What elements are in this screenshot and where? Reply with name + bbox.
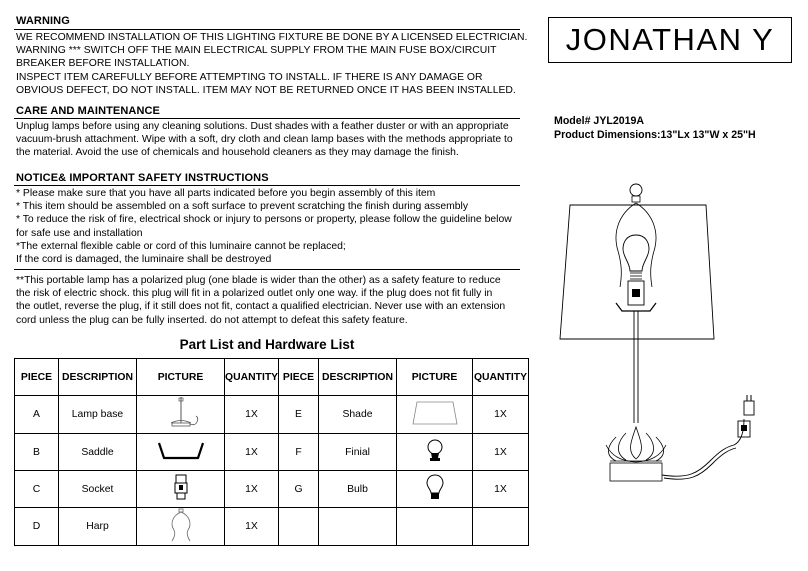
plug-rule [14,269,520,270]
safety-text [16,187,512,266]
saddle-icon [156,439,206,463]
brand-logo: JONATHAN Y [548,17,792,63]
quantity-cell: 1X [473,396,529,434]
plug-line: cord unless the plug can be fully inserted. do not attempt to defeat this safety feature. [16,314,408,326]
quantity-cell: 1X [225,471,279,508]
finial-icon [630,184,642,196]
picture-cell [397,471,473,508]
finial-icon [425,437,445,465]
col-header: PIECE [15,359,59,396]
safety-line: * This item should be assembled on a soft surface to prevent scratching the finish during assembly [16,201,469,213]
quantity-cell: 1X [473,434,529,471]
quantity-cell: 1X [225,434,279,471]
description-cell: Harp [59,508,137,546]
picture-cell [397,396,473,434]
picture-cell [137,396,225,434]
care-rule [14,118,520,119]
parts-table [14,358,529,546]
saddle-icon [616,303,656,311]
safety-rule [14,185,520,186]
warning-line: WE RECOMMEND INSTALLATION OF THIS LIGHTING FIXTURE BE DONE BY A LICENSED ELECTRICIAN. [16,32,528,43]
product-dimensions: Product Dimensions:13"Lx 13"W x 25"H [554,129,756,141]
picture-cell [397,434,473,471]
bulb-icon [623,235,649,271]
lamp-illustration [548,175,798,495]
piece-cell: E [279,396,319,434]
bulb-icon [425,473,445,503]
care-line: the material. Avoid the use of chemicals and household cleaners as they may damage the finish. [16,147,459,159]
table-row [15,471,529,508]
picture-cell [137,508,225,546]
picture-cell [397,508,473,546]
shade-icon [411,400,459,426]
safety-heading: NOTICE& IMPORTANT SAFETY INSTRUCTIONS [16,172,269,184]
warning-rule [14,29,520,30]
col-header: QUANTITY [225,359,279,396]
picture-cell [137,471,225,508]
piece-cell: F [279,434,319,471]
col-header: DESCRIPTION [319,359,397,396]
description-cell: Finial [319,434,397,471]
piece-cell [279,508,319,546]
description-cell: Bulb [319,471,397,508]
piece-cell: A [15,396,59,434]
table-row [15,508,529,546]
harp-icon [166,508,196,542]
piece-cell: C [15,471,59,508]
care-line: Unplug lamps before using any cleaning solutions. Dust shades with a feather duster or with an appropriate [16,121,509,132]
col-header: QUANTITY [473,359,529,396]
warning-line: OBVIOUS DEFECT, DO NOT INSTALL. ITEM MAY NOT BE RETURNED ONCE IT HAS BEEN INSTALLED. [16,84,516,96]
description-cell: Shade [319,396,397,434]
warning-line: INSPECT ITEM CAREFULLY BEFORE ATTEMPTING TO INSTALL. IF THERE IS ANY DAMAGE OR [16,71,483,83]
col-header: PICTURE [137,359,225,396]
piece-cell: B [15,434,59,471]
safety-line: *The external flexible cable or cord of this luminaire cannot be replaced; [16,240,346,252]
safety-line: * To reduce the risk of fire, electrical shock or injury to persons or property, please follow the guideline below [16,214,512,226]
shade-icon [560,205,714,339]
quantity-cell: 1X [473,471,529,508]
table-row [15,396,529,434]
lamp-base-icon [161,396,201,430]
model-number: Model# JYL2019A [554,115,645,127]
plug-line: **This portable lamp has a polarized plug (one blade is wider than the other) as a safety feature to reduce [16,275,501,286]
plug-text [16,274,505,327]
table-row [15,434,529,471]
socket-icon [171,473,191,503]
table-header-row [15,359,529,396]
safety-line: for safe use and installation [16,227,143,239]
lamp-base-icon [606,427,666,481]
harp-icon [616,203,636,287]
description-cell: Socket [59,471,137,508]
safety-line: If the cord is damaged, the luminaire shall be destroyed [16,254,272,266]
description-cell [319,508,397,546]
piece-cell: D [15,508,59,546]
warning-text [16,31,527,97]
safety-line: * Please make sure that you have all parts indicated before you begin assembly of this item [16,188,436,199]
description-cell: Lamp base [59,396,137,434]
warning-line: BREAKER BEFORE INSTALLATION. [16,58,190,70]
warning-line: WARNING *** SWITCH OFF THE MAIN ELECTRICAL SUPPLY FROM THE MAIN FUSE BOX/CIRCUIT [16,45,497,57]
col-header: PIECE [279,359,319,396]
col-header: DESCRIPTION [59,359,137,396]
care-heading: CARE AND MAINTENANCE [16,105,160,117]
warning-heading: WARNING [16,15,70,27]
quantity-cell: 1X [225,396,279,434]
parts-table-title: Part List and Hardware List [179,337,355,352]
quantity-cell: 1X [225,508,279,546]
description-cell: Saddle [59,434,137,471]
col-header: PICTURE [397,359,473,396]
piece-cell: G [279,471,319,508]
plug-line: the outlet, reverse the plug, if it still does not fit, contact a qualified electrician. Never use with an extension [16,301,506,313]
care-line: vacuum-brush attachment. Wipe with a soft, dry cloth and clean lamp bases with the methods appropriate to [16,134,513,146]
care-text [16,120,513,160]
picture-cell [137,434,225,471]
quantity-cell [473,508,529,546]
plug-line: the risk of electric shock. this plug will fit in a polarized outlet only one way. if the plug does not fit fully in [16,288,493,300]
